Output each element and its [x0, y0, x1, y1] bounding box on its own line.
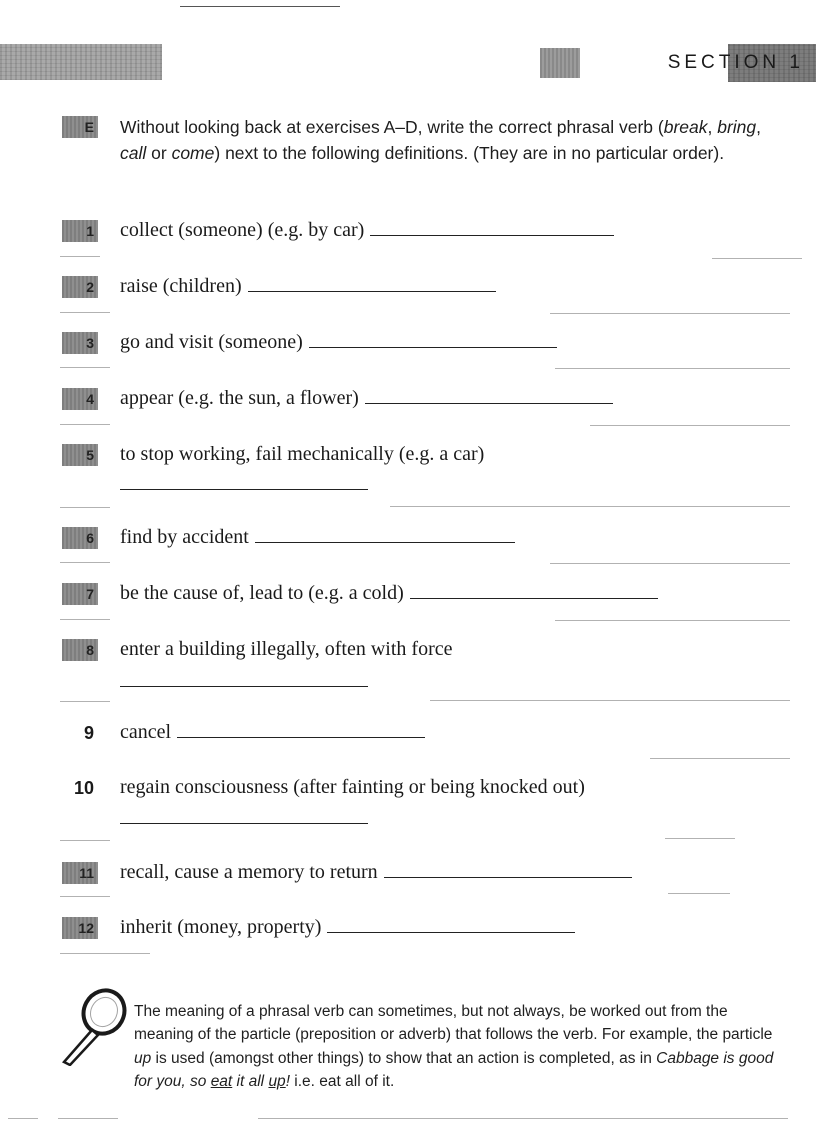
divider	[60, 953, 150, 954]
magnifier-icon	[54, 986, 134, 1066]
header-texture-left	[0, 44, 162, 80]
definition-item: enter a building illegally, often with force	[120, 638, 453, 660]
section-title: SECTION 1	[667, 52, 804, 73]
definition-text: appear (e.g. the sun, a flower)	[120, 387, 359, 409]
divider	[650, 758, 790, 759]
divider	[60, 367, 110, 368]
definition-text: recall, cause a memory to return	[120, 861, 378, 883]
divider	[60, 562, 110, 563]
item-number: 11	[62, 862, 98, 884]
divider	[60, 507, 110, 508]
answer-blank[interactable]	[120, 489, 368, 490]
definition-text: go and visit (someone)	[120, 331, 303, 353]
divider	[712, 258, 802, 259]
definition-item: regain consciousness (after fainting or being knocked out)	[120, 776, 585, 798]
definition-text: find by accident	[120, 526, 249, 548]
answer-blank[interactable]	[365, 402, 613, 404]
definition-item	[120, 387, 613, 410]
answer-blank[interactable]	[248, 290, 496, 292]
definition-text: raise (children)	[120, 275, 242, 297]
definition-item	[120, 721, 425, 744]
definition-text: collect (someone) (e.g. by car)	[120, 219, 365, 241]
answer-blank[interactable]	[255, 541, 515, 543]
item-number: 10	[73, 777, 94, 798]
definition-item	[120, 275, 496, 298]
top-rule	[180, 6, 340, 7]
definition-item	[120, 582, 658, 605]
divider	[555, 368, 790, 369]
definition-text: cancel	[120, 721, 172, 743]
definition-item	[120, 219, 614, 242]
item-number: 5	[62, 444, 98, 466]
answer-blank[interactable]	[309, 346, 557, 348]
divider	[60, 840, 110, 841]
definition-item	[120, 916, 575, 939]
header-texture-mid	[540, 48, 580, 78]
answer-blank[interactable]	[120, 823, 368, 824]
divider	[60, 256, 100, 257]
exercise-instruction: Without looking back at exercises A–D, write the correct phrasal verb (break, bring, call or come) next to the following definitions. (They are in no particular order).	[120, 117, 762, 163]
divider	[60, 619, 110, 620]
grammar-note: The meaning of a phrasal verb can sometimes, but not always, be worked out from the meaning of the particle (preposition or adverb) that follows the verb. For example, the particle up is used (amongst other things) to show that an action is completed, as in Cabbage is good for you, so eat it all up! i.e. eat all of it.	[134, 1003, 774, 1091]
item-number: 3	[62, 332, 98, 354]
definition-text: inherit (money, property)	[120, 916, 322, 938]
answer-blank[interactable]	[384, 876, 632, 878]
item-number: 1	[62, 220, 98, 242]
answer-blank[interactable]	[370, 234, 614, 236]
answer-blank[interactable]	[120, 686, 368, 687]
divider	[60, 312, 110, 313]
divider	[258, 1118, 788, 1119]
exercise-label: E	[62, 116, 98, 138]
answer-blank[interactable]	[327, 931, 575, 933]
divider	[60, 701, 110, 702]
definition-item: to stop working, fail mechanically (e.g. a car)	[120, 443, 485, 465]
definition-item	[120, 331, 557, 354]
divider	[590, 425, 790, 426]
divider	[550, 313, 790, 314]
divider	[60, 896, 110, 897]
item-number: 2	[62, 276, 98, 298]
divider	[8, 1118, 38, 1119]
answer-blank[interactable]	[177, 736, 425, 738]
item-number: 9	[83, 722, 94, 743]
divider	[430, 700, 790, 701]
item-number: 4	[62, 388, 98, 410]
answer-blank[interactable]	[410, 597, 658, 599]
divider	[668, 893, 730, 894]
divider	[390, 506, 790, 507]
definition-item	[120, 861, 632, 884]
divider	[550, 563, 790, 564]
divider	[555, 620, 790, 621]
divider	[58, 1118, 118, 1119]
divider	[665, 838, 735, 839]
divider	[60, 424, 110, 425]
item-number: 8	[62, 639, 98, 661]
item-number: 6	[62, 527, 98, 549]
item-number: 7	[62, 583, 98, 605]
item-number: 12	[62, 917, 98, 939]
definition-item	[120, 526, 515, 549]
definition-text: be the cause of, lead to (e.g. a cold)	[120, 582, 404, 604]
